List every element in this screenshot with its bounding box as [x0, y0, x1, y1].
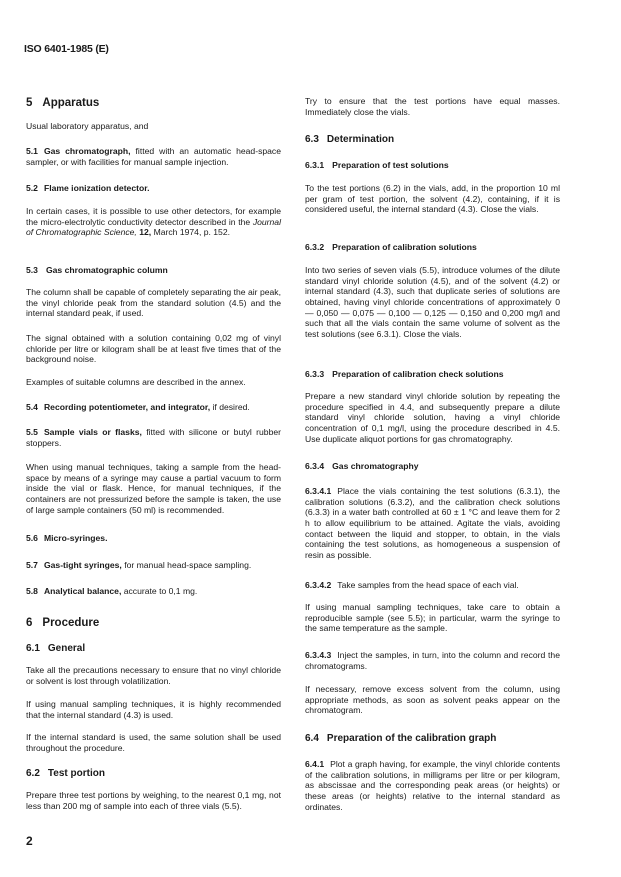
- section-6-3-4-3-p2: [305, 684, 560, 716]
- clause-number: 5.6: [26, 533, 38, 543]
- clause-number: 6.3.2: [305, 242, 325, 252]
- journal-title: Journal of Chromatographic Science,: [26, 216, 281, 238]
- clause-title: Determination: [326, 134, 395, 145]
- clause-number: 6.3.1: [305, 160, 325, 170]
- clause-text: accurate to 0,1 mg.: [123, 586, 198, 596]
- clause-text: Take samples from the head space of each vial.: [337, 580, 519, 590]
- clause-number: 5.4: [26, 402, 38, 412]
- clause-title: Preparation of the calibration graph: [326, 733, 497, 744]
- section-number: 5: [26, 97, 33, 109]
- clause-title: Preparation of calibration solutions: [332, 242, 477, 252]
- section-6-3-4-2: [305, 580, 560, 591]
- section-title: Apparatus: [42, 97, 100, 109]
- clause-number: 5.2: [26, 183, 38, 193]
- page-number: 2: [26, 834, 33, 848]
- clause-number: 6.1: [26, 643, 40, 654]
- section-6-3-1-p: [305, 183, 560, 215]
- clause-number: 5.1: [26, 146, 38, 156]
- clause-text: Place the vials containing the test solutions (6.3.1), the calibration solutions (6.3.2), and the calibration check solutions (6.3.3) in a water bath controlled at 60 ± 1 °C and leave them for 2 h to allow equilibrium to be attained. Agitate the vials, avoiding contact between the liquid and stopper, to obtain, in the vials containing the test solutions, as homogeneous a suspension of resin as possible.: [305, 486, 560, 560]
- section-6-4-heading: [305, 733, 560, 745]
- clause-number: 6.3.4.3: [305, 650, 332, 660]
- clause-title: Analytical balance,: [43, 586, 122, 596]
- paragraph: If using manual sampling techniques, it is highly recommended that the internal standard (4.3) is used.: [26, 699, 281, 720]
- section-6-3-4-heading: [305, 461, 560, 472]
- clause-title: Gas chromatograph,: [43, 146, 131, 156]
- clause-number: 6.4.1: [305, 759, 325, 769]
- section-6-2-continued: [305, 96, 560, 117]
- clause-title: Sample vials or flasks,: [43, 427, 142, 437]
- clause-number: 6.2: [26, 768, 40, 779]
- clause-title: Flame ionization detector.: [43, 183, 150, 193]
- section-6-2-p1: [26, 790, 281, 811]
- clause-text: if desired.: [212, 402, 250, 412]
- document-id-header: ISO 6401-1985 (E): [24, 43, 109, 55]
- paragraph-text: In certain cases, it is possible to use other detectors, for example the micro-electrolytic conductivity detector described in the: [26, 206, 281, 227]
- section-5-5: [26, 427, 281, 448]
- paragraph: If the internal standard is used, the same solution shall be used throughout the procedure.: [26, 732, 281, 753]
- section-5-4: [26, 402, 281, 413]
- section-6-heading: [26, 616, 281, 630]
- section-5-6: [26, 533, 281, 544]
- section-title: Procedure: [42, 617, 100, 629]
- paragraph: The column shall be capable of completely separating the air peak, the vinyl chloride peak from the standard solution (4.5) and the internal standard peak, if used.: [26, 287, 281, 319]
- clause-title: Gas chromatographic column: [45, 265, 168, 275]
- section-6-1-p3: [26, 732, 281, 753]
- paragraph: The signal obtained with a solution containing 0,02 mg of vinyl chloride per litre or kilogram shall be at least five times that of the background noise.: [26, 333, 281, 365]
- clause-number: 5.3: [26, 265, 38, 275]
- clause-number: 6.3.4.2: [305, 580, 332, 590]
- section-6-3-1-heading: [305, 160, 560, 171]
- section-5-3-heading: [26, 265, 281, 276]
- section-6-3-heading: [305, 134, 560, 146]
- section-5-7: [26, 560, 281, 571]
- section-5-3-p1: [26, 287, 281, 319]
- clause-title: Micro-syringes.: [43, 533, 108, 543]
- clause-number: 6.3.4.1: [305, 486, 332, 496]
- clause-text: fitted with silicone or butyl rubber stoppers.: [26, 427, 281, 448]
- journal-volume: 12,: [139, 227, 152, 238]
- section-5-2-paragraph: [26, 206, 281, 238]
- section-6-3-3-heading: [305, 369, 560, 380]
- section-6-3-2-p: [305, 265, 560, 340]
- paragraph: Take all the precautions necessary to ensure that no vinyl chloride or solvent is lost through volatilization.: [26, 665, 281, 686]
- clause-title: Preparation of calibration check solutions: [332, 369, 504, 379]
- section-6-2-heading: [26, 768, 281, 780]
- clause-title: Gas chromatography: [332, 461, 419, 471]
- clause-number: 5.7: [26, 560, 38, 570]
- paragraph: Prepare a new standard vinyl chloride solution by repeating the procedure specified in 4.4, and subsequently prepare a dilute standard vinyl chloride solution, having a vinyl chloride concentration of 0,1 mg/l, using the procedure described in 4.5. Use duplicate aliquot portions for gas chromatography.: [305, 391, 560, 444]
- section-6-3-2-heading: [305, 242, 560, 253]
- clause-title: Test portion: [47, 768, 105, 779]
- section-6-4-1: [305, 759, 560, 812]
- section-5-3-p2: [26, 333, 281, 365]
- clause-number: 6.4: [305, 733, 319, 744]
- section-5-heading: [26, 96, 281, 110]
- clause-number: 6.3.3: [305, 369, 325, 379]
- paragraph: Examples of suitable columns are described in the annex.: [26, 377, 246, 387]
- clause-title: Preparation of test solutions: [332, 160, 449, 170]
- clause-text: Plot a graph having, for example, the vinyl chloride contents of the calibration solutions, in milligrams per litre or per kilogram, as abscissae and the corresponding peak areas (or heights) or these areas (or heights) relative to the internal standard as ordinates.: [305, 759, 560, 812]
- clause-number: 6.3.4: [305, 461, 325, 471]
- section-6-1-p1: [26, 665, 281, 686]
- section-6-3-4-1: [305, 486, 560, 561]
- section-5-2: [26, 183, 281, 194]
- clause-number: 5.5: [26, 427, 38, 437]
- clause-title: Gas-tight syringes,: [43, 560, 122, 570]
- section-6-3-4-2-p2: [305, 602, 560, 634]
- clause-text: Inject the samples, in turn, into the column and record the chromatograms.: [305, 650, 560, 671]
- section-5-8: [26, 586, 281, 597]
- section-6-3-3-p: [305, 391, 560, 444]
- paragraph: Prepare three test portions by weighing, to the nearest 0,1 mg, not less than 200 mg of sample into each of three vials (5.5).: [26, 790, 281, 811]
- paragraph: Into two series of seven vials (5.5), introduce volumes of the dilute standard vinyl chloride solution (4.5), and of the solvent (4.2) or internal standard (4.3), such that duplicate series of solutions are obtained, having vinyl chloride concentrations of approximately 0 — 0,050 — 0,075 — 0,100 — 0,125 — 0,150 and 0,200 mg/l and such that all the vials contain the same volume of solvent as the test solutions (see 6.3.1). Close the vials.: [305, 265, 560, 339]
- clause-text: fitted with an automatic head-space sampler, or with facilities for manual sample injection.: [26, 146, 282, 167]
- clause-number: 5.8: [26, 586, 38, 596]
- section-6-1-p2: [26, 699, 281, 720]
- paragraph: Try to ensure that the test portions have equal masses. Immediately close the vials.: [305, 96, 560, 117]
- paragraph: Usual laboratory apparatus, and: [26, 121, 149, 131]
- paragraph: When using manual techniques, taking a sample from the head-space by means of a syringe may cause a partial vacuum to form inside the vial or flask. Hence, for manual techniques, if the containers are not pressurized before the sample is taken, the use of large sample containers (50 ml) is recommended.: [26, 462, 281, 515]
- clause-number: 6.3: [305, 134, 319, 145]
- clause-text: for manual head-space sampling.: [124, 560, 252, 570]
- section-5-1: [26, 146, 281, 167]
- section-5-5-p2: [26, 462, 281, 515]
- paragraph: If using manual sampling techniques, take care to obtain a reproducible sample (see 5.5); in particular, warm the syringe to the same temperature as the sample.: [305, 602, 560, 634]
- paragraph: To the test portions (6.2) in the vials, add, in the proportion 10 ml per gram of test portion, the solvent (4.2), containing, if it is considered useful, the internal standard (4.3). Close the vials.: [305, 183, 560, 215]
- paragraph: If necessary, remove excess solvent from the column, using appropriate methods, as soon as solvent peaks appear on the chromatogram.: [305, 684, 560, 716]
- clause-title: Recording potentiometer, and integrator,: [43, 402, 211, 412]
- paragraph-text: March 1974, p. 152.: [153, 227, 230, 238]
- clause-title: General: [47, 643, 86, 654]
- section-6-1-heading: [26, 643, 281, 655]
- section-number: 6: [26, 617, 33, 629]
- section-5-3-p3: [26, 377, 281, 388]
- section-5-intro: [26, 121, 281, 132]
- section-6-3-4-3: [305, 650, 560, 671]
